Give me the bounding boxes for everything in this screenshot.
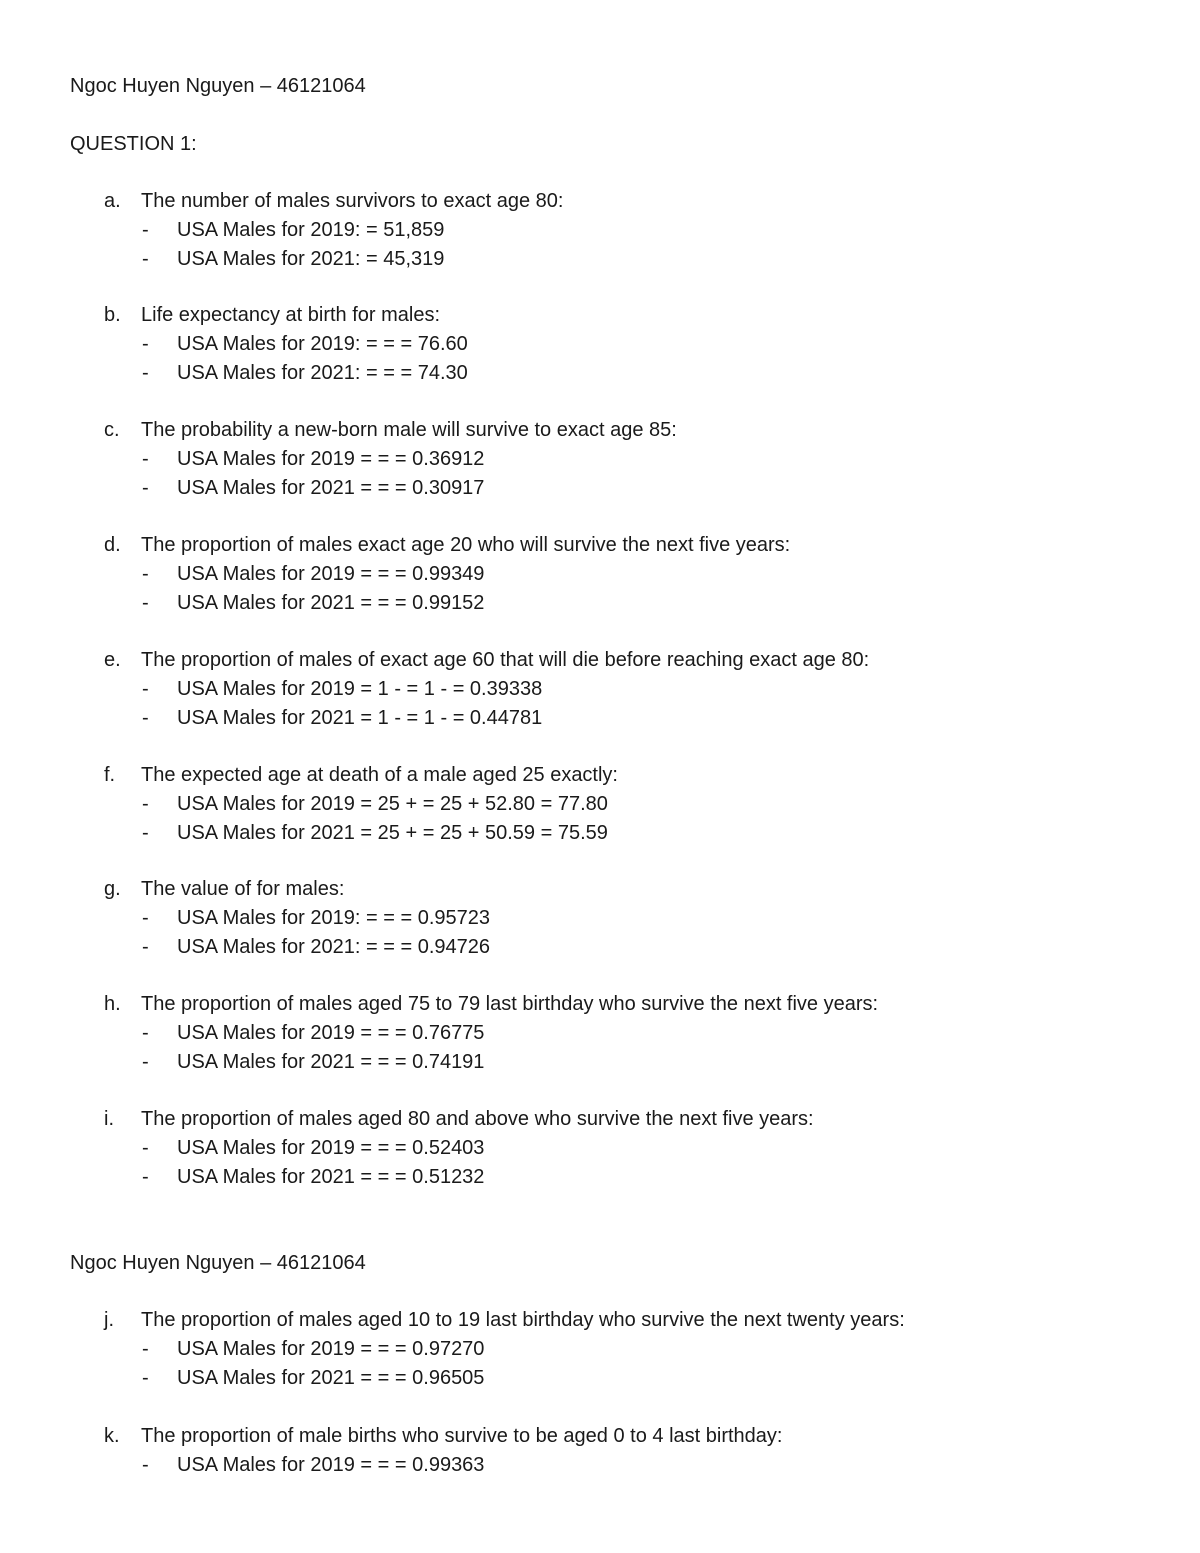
question-item-a [0,187,1200,274]
item-text: The value of for males: [141,878,345,900]
bullet-dash: - [142,563,149,585]
answer-text: USA Males for 2019 = = = 0.99363 [177,1454,485,1476]
question-item-g [0,875,1200,962]
answer-line [0,704,1200,733]
item-heading [0,875,1200,904]
answer-text: USA Males for 2021: = 45,319 [177,248,445,270]
bullet-dash: - [142,362,149,384]
answer-text: USA Males for 2021 = = = 0.30917 [177,477,485,499]
answer-text: USA Males for 2019 = = = 0.97270 [177,1338,485,1360]
item-text: The expected age at death of a male aged 25 exactly: [141,764,618,786]
bullet-dash: - [142,448,149,470]
item-heading [0,187,1200,216]
question-item-i [0,1105,1200,1192]
answer-text: USA Males for 2019 = = = 0.52403 [177,1137,485,1159]
item-heading [0,1306,1200,1335]
item-marker: k. [104,1425,120,1447]
bullet-dash: - [142,1367,149,1389]
item-heading [0,1105,1200,1134]
answer-line [0,1335,1200,1364]
answer-line [0,1048,1200,1077]
question-item-h [0,990,1200,1077]
question-item-d [0,531,1200,618]
bullet-dash: - [142,1454,149,1476]
item-heading [0,531,1200,560]
bullet-dash: - [142,907,149,929]
answer-text: USA Males for 2019 = = = 0.76775 [177,1022,485,1044]
answer-text: USA Males for 2021 = 25 + = 25 + 50.59 = 75.59 [177,822,608,844]
item-text: The proportion of male births who survive to be aged 0 to 4 last birthday: [141,1425,783,1447]
item-marker: g. [104,878,121,900]
answer-text: USA Males for 2019 = = = 0.99349 [177,563,485,585]
item-marker: a. [104,190,121,212]
item-marker: i. [104,1108,114,1130]
author-header-repeat: Ngoc Huyen Nguyen – 46121064 [70,1252,366,1274]
answer-line [0,245,1200,274]
item-text: The proportion of males exact age 20 who will survive the next five years: [141,534,791,556]
bullet-dash: - [142,333,149,355]
answer-line [0,1019,1200,1048]
answer-text: USA Males for 2019: = = = 76.60 [177,333,468,355]
answer-text: USA Males for 2019: = 51,859 [177,219,445,241]
item-marker: h. [104,993,121,1015]
item-heading [0,416,1200,445]
answer-text: USA Males for 2021: = = = 74.30 [177,362,468,384]
answer-line [0,474,1200,503]
question-item-k [0,1422,1200,1480]
item-text: The number of males survivors to exact age 80: [141,190,564,212]
bullet-dash: - [142,248,149,270]
question-title: QUESTION 1: [70,133,197,155]
item-heading [0,301,1200,330]
item-heading [0,990,1200,1019]
answer-line [0,359,1200,388]
question-item-j [0,1306,1200,1393]
item-marker: f. [104,764,116,786]
bullet-dash: - [142,1022,149,1044]
answer-line [0,1163,1200,1192]
item-heading [0,1422,1200,1451]
answer-text: USA Males for 2019 = 25 + = 25 + 52.80 = 77.80 [177,793,608,815]
answer-text: USA Males for 2021 = = = 0.74191 [177,1051,485,1073]
item-text: The proportion of males of exact age 60 that will die before reaching exact age 80: [141,649,870,671]
answer-line [0,216,1200,245]
item-text: The proportion of males aged 10 to 19 last birthday who survive the next twenty years: [141,1309,905,1331]
item-text: Life expectancy at birth for males: [141,304,441,326]
bullet-dash: - [142,1166,149,1188]
bullet-dash: - [142,793,149,815]
answer-line [0,1451,1200,1480]
bullet-dash: - [142,592,149,614]
answer-text: USA Males for 2019 = = = 0.36912 [177,448,485,470]
answer-text: USA Males for 2019: = = = 0.95723 [177,907,490,929]
bullet-dash: - [142,707,149,729]
item-heading [0,761,1200,790]
answer-line [0,675,1200,704]
answer-line [0,790,1200,819]
answer-text: USA Males for 2021: = = = 0.94726 [177,936,490,958]
answer-text: USA Males for 2021 = = = 0.96505 [177,1367,485,1389]
item-text: The proportion of males aged 75 to 79 last birthday who survive the next five years: [141,993,879,1015]
item-text: The probability a new-born male will survive to exact age 85: [141,419,677,441]
bullet-dash: - [142,936,149,958]
item-text: The proportion of males aged 80 and above who survive the next five years: [141,1108,814,1130]
question-item-b [0,301,1200,388]
bullet-dash: - [142,219,149,241]
answer-line [0,819,1200,848]
answer-text: USA Males for 2021 = 1 - = 1 - = 0.44781 [177,707,543,729]
item-marker: b. [104,304,121,326]
bullet-dash: - [142,822,149,844]
author-header: Ngoc Huyen Nguyen – 46121064 [70,75,366,97]
question-item-f [0,761,1200,848]
item-marker: c. [104,419,120,441]
item-heading [0,646,1200,675]
answer-line [0,904,1200,933]
answer-line [0,560,1200,589]
answer-line [0,1134,1200,1163]
answer-text: USA Males for 2021 = = = 0.51232 [177,1166,485,1188]
bullet-dash: - [142,678,149,700]
answer-line [0,330,1200,359]
bullet-dash: - [142,1051,149,1073]
item-marker: j. [104,1309,114,1331]
answer-text: USA Males for 2021 = = = 0.99152 [177,592,485,614]
answer-line [0,445,1200,474]
answer-line [0,1364,1200,1393]
question-item-c [0,416,1200,503]
item-marker: e. [104,649,121,671]
bullet-dash: - [142,1137,149,1159]
answer-text: USA Males for 2019 = 1 - = 1 - = 0.39338 [177,678,543,700]
answer-line [0,933,1200,962]
item-marker: d. [104,534,121,556]
answer-line [0,589,1200,618]
question-item-e [0,646,1200,733]
bullet-dash: - [142,1338,149,1360]
bullet-dash: - [142,477,149,499]
